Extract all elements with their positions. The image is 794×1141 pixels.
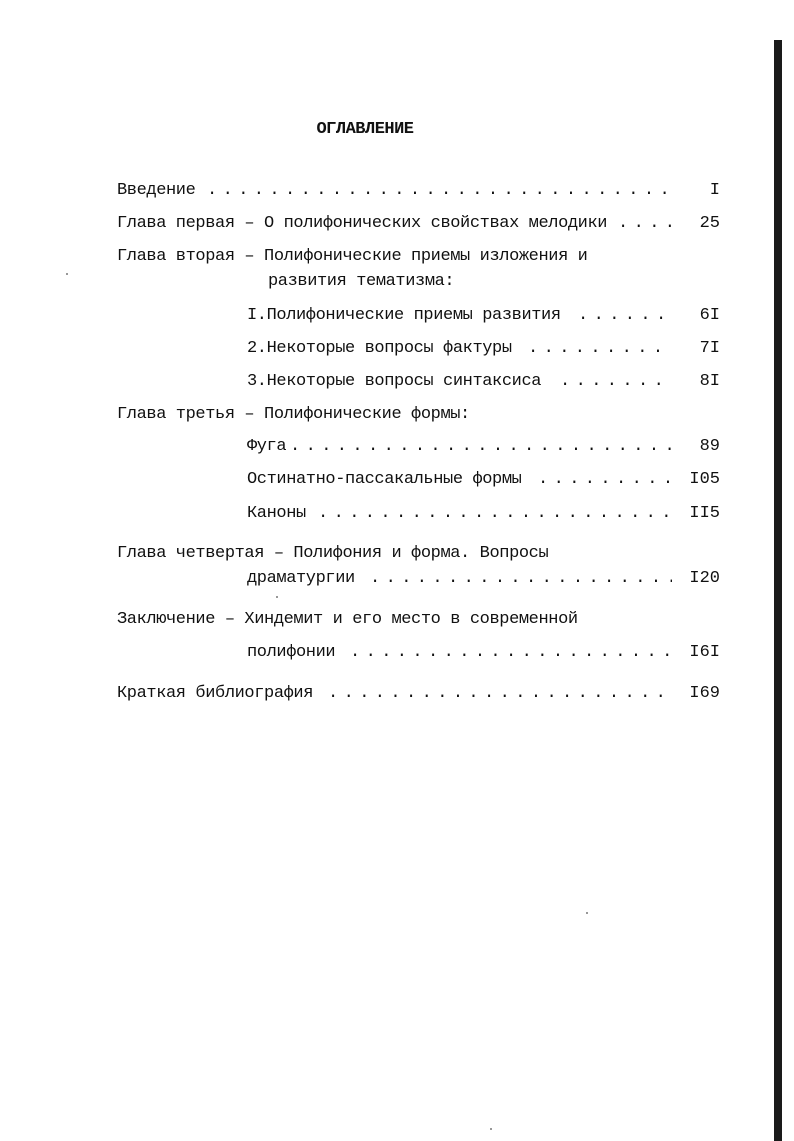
- toc-subentry-label: Остинатно-пассакальные формы: [247, 470, 522, 489]
- scan-edge-bar: [774, 40, 782, 1141]
- toc-entry-label: Введение: [117, 181, 196, 200]
- toc-subentry-label: Каноны: [247, 504, 306, 523]
- toc-entry-page: 6I: [699, 306, 720, 325]
- toc-subentry-label: I.Полифонические приемы развития: [247, 306, 561, 325]
- toc-entry-label: Заключение – Хиндемит и его место в современной: [117, 610, 578, 629]
- dot-leader: [578, 305, 672, 327]
- dot-leader: [328, 683, 672, 705]
- toc-entry-label: полифонии: [247, 643, 336, 662]
- dot-leader: [538, 469, 672, 491]
- toc-entry-page: 89: [699, 437, 720, 456]
- toc-entry-page: 8I: [699, 372, 720, 391]
- dot-leader: [618, 213, 672, 235]
- toc-entry-page: II5: [689, 504, 720, 523]
- toc-entry-label: развития тематизма:: [268, 272, 455, 291]
- toc-subentry-label: 2.Некоторые вопросы фактуры: [247, 339, 512, 358]
- toc-title: ОГЛАВЛЕНИЕ: [316, 120, 414, 139]
- toc-subentry-label: 3.Некоторые вопросы синтаксиса: [247, 372, 542, 391]
- toc-entry-label: Глава третья – Полифонические формы:: [117, 405, 470, 424]
- dot-leader: [370, 568, 672, 590]
- toc-entry-page: I69: [689, 684, 720, 703]
- scan-speck: [66, 273, 68, 275]
- dot-leader: [318, 503, 672, 525]
- scan-speck: [490, 1128, 492, 1130]
- toc-entry-label: Глава первая – О полифонических свойствах мелодики: [117, 214, 608, 233]
- toc-entry-label: Краткая библиография: [117, 684, 314, 703]
- dot-leader: [528, 338, 672, 360]
- dot-leader: [290, 436, 672, 458]
- toc-entry-page: 25: [699, 214, 720, 233]
- toc-entry-label: Глава вторая – Полифонические приемы изложения и: [117, 247, 588, 266]
- toc-entry-label: Глава четвертая – Полифония и форма. Вопросы: [117, 544, 549, 563]
- dot-leader: [207, 180, 672, 202]
- dot-leader: [350, 642, 672, 664]
- scan-speck: [276, 596, 278, 598]
- scan-speck: [586, 912, 588, 914]
- toc-subentry-label: Фуга: [247, 437, 287, 456]
- toc-entry-page: 7I: [699, 339, 720, 358]
- toc-entry-page: I6I: [689, 643, 720, 662]
- toc-entry-page: I: [709, 181, 720, 200]
- toc-entry-page: I20: [689, 569, 720, 588]
- dot-leader: [560, 371, 672, 393]
- toc-entry-label: драматургии: [247, 569, 355, 588]
- toc-entry-page: I05: [689, 470, 720, 489]
